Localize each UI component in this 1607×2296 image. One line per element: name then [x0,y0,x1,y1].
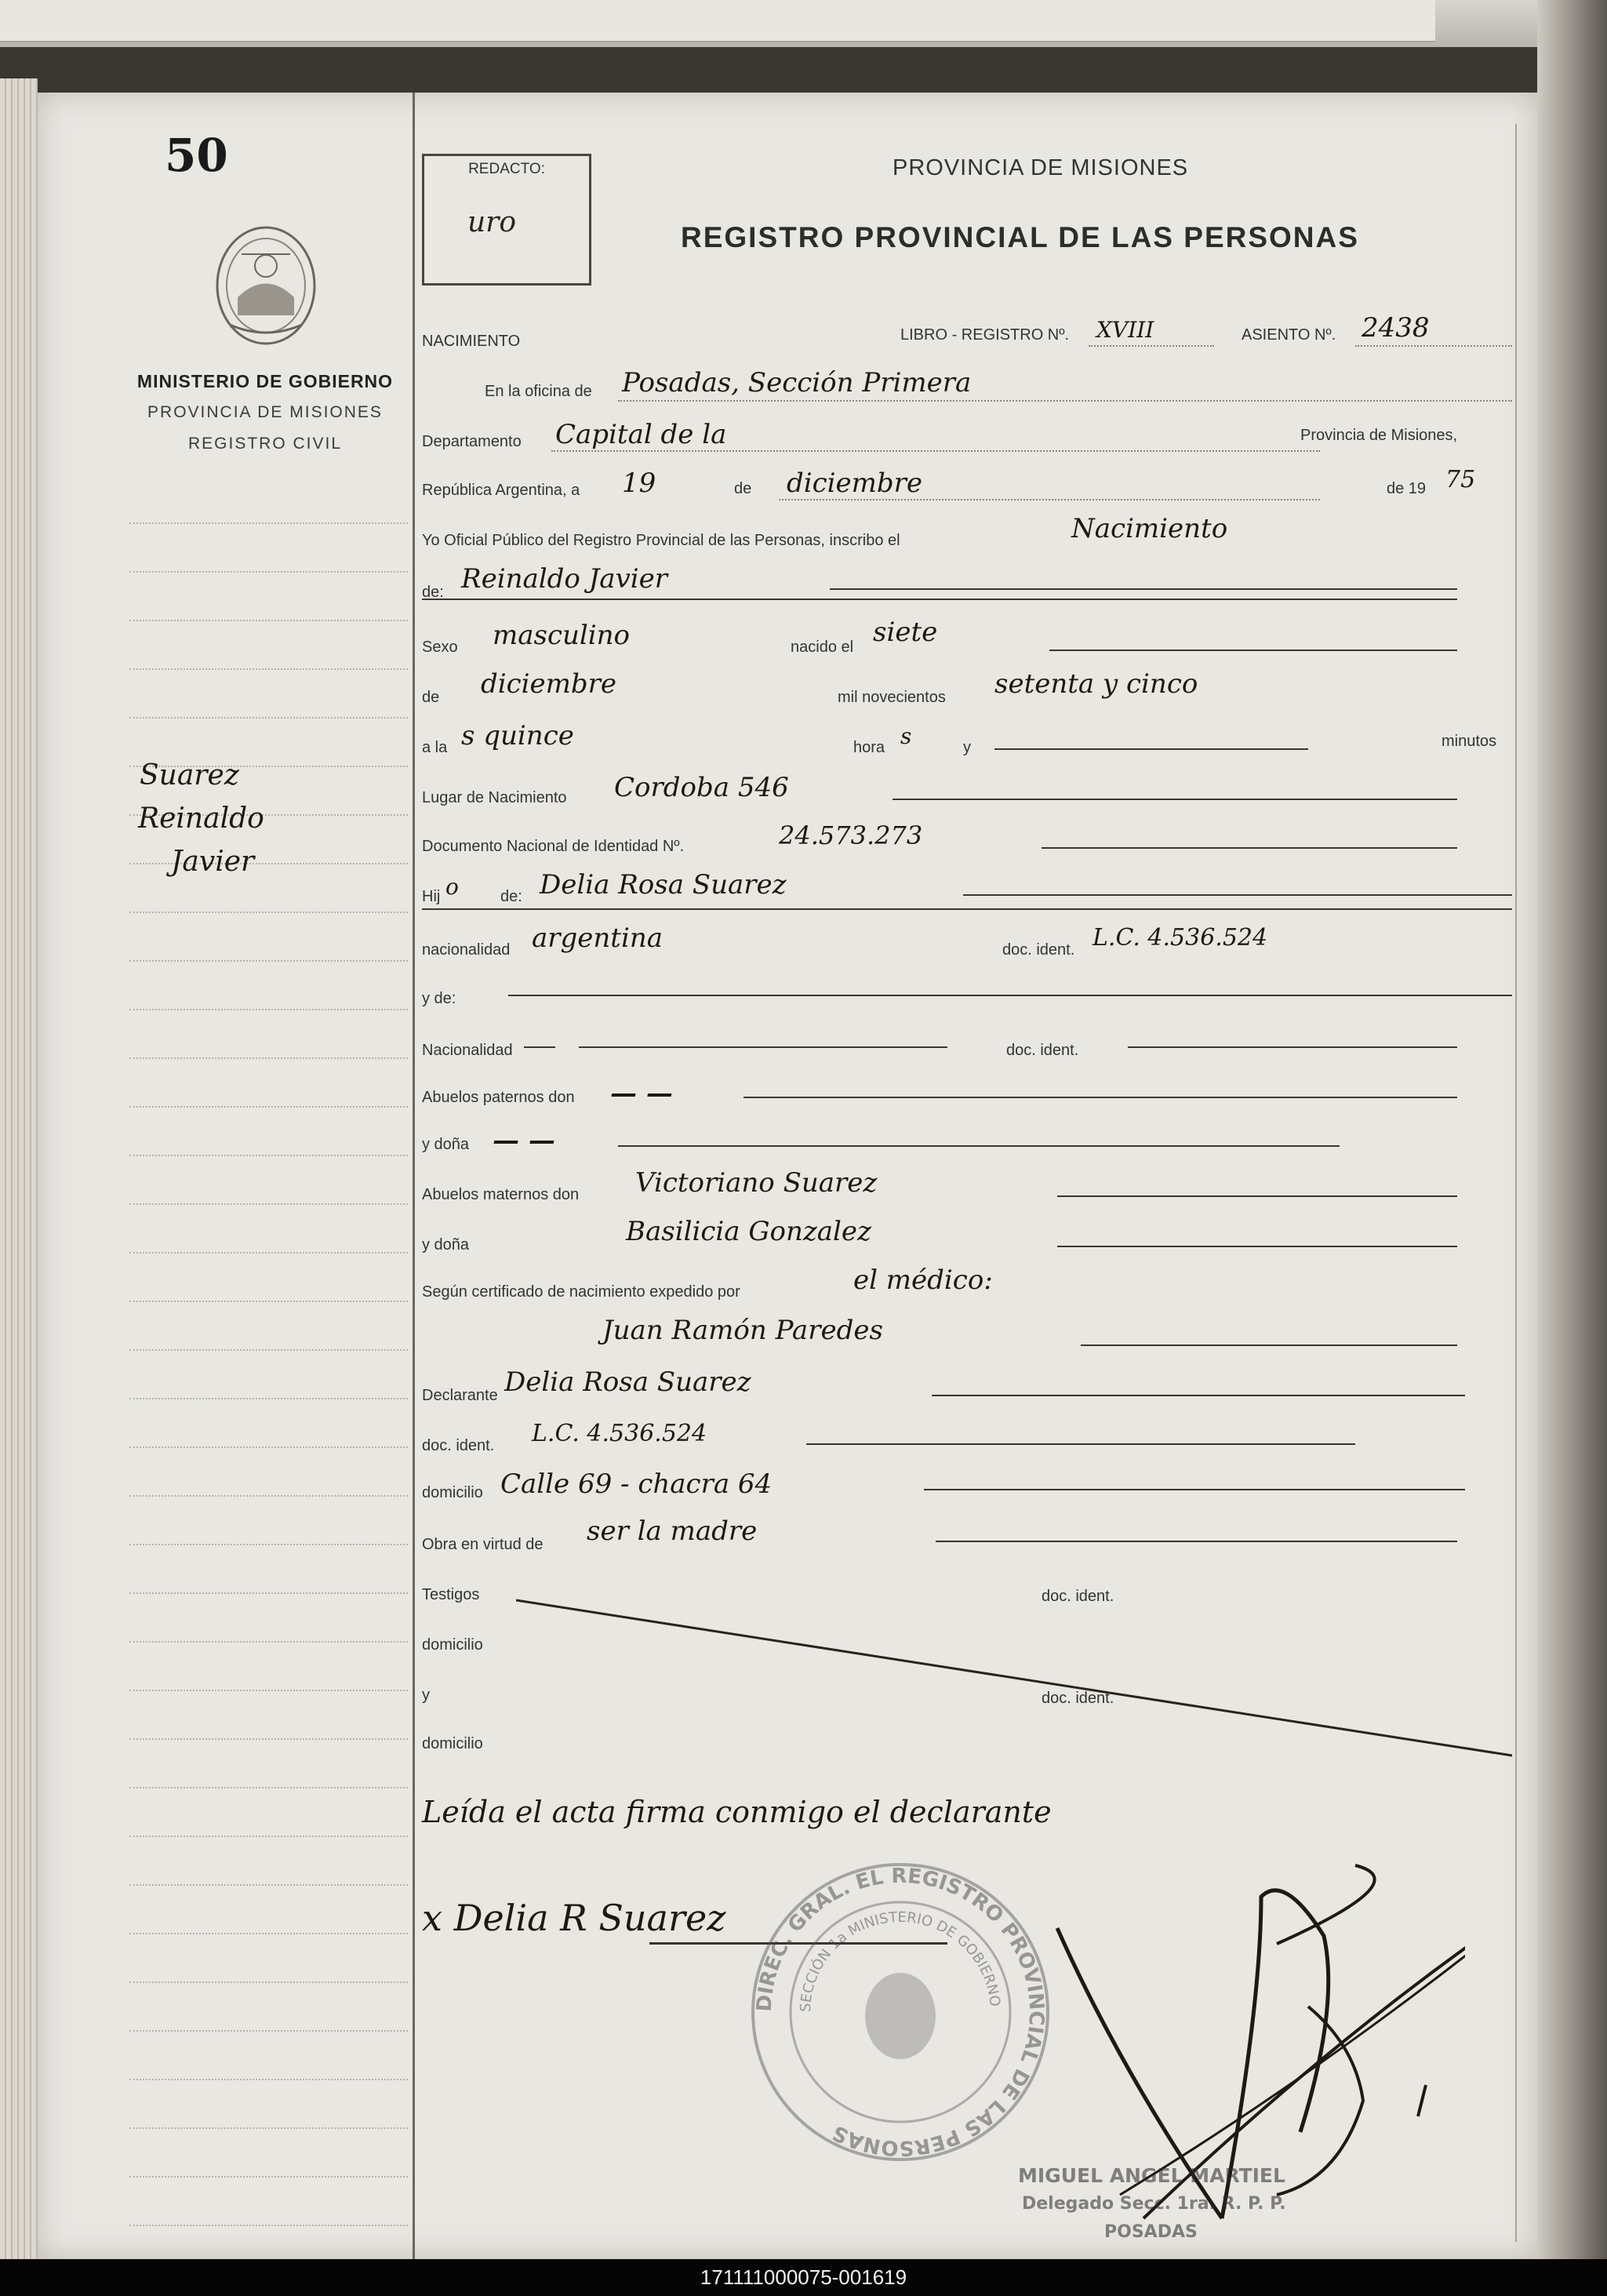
registry-page [38,93,1537,2259]
margin-firstname: Reinaldo [138,802,264,835]
margin-rule [129,1203,408,1205]
margin-rule [129,2225,408,2226]
segun-value: el médico: [853,1264,993,1296]
delegate-city: POSADAS [1104,2222,1198,2242]
margin-rule [129,1349,408,1351]
margin-rule [129,2079,408,2080]
registry-title: REGISTRO PROVINCIAL DE LAS PERSONAS [681,221,1359,253]
nacido-label: nacido el [791,639,854,656]
declarante-label: Declarante [422,1387,498,1404]
province-line: PROVINCIA DE MISIONES [147,403,383,421]
sexo-value: masculino [493,620,631,651]
margin-rule [129,1981,408,1983]
margin-rule [129,1301,408,1302]
margin-rule [129,1836,408,1837]
margin-rule [129,1009,408,1010]
provincial-seal-icon [210,223,322,348]
docident-label: doc. ident. [1002,941,1075,959]
obra-value: ser la madre [587,1516,758,1547]
margin-surname: Suarez [140,759,239,791]
oficial-label: Yo Oficial Público del Registro Provincial de las Personas, inscribo el [422,532,900,549]
domicilio-label: domicilio [422,1484,483,1501]
docident3-label: doc. ident. [422,1437,495,1454]
nacionalidad-value: argentina [532,922,664,954]
ab-pat-value: — — [610,1078,673,1109]
docident3-value: L.C. 4.536.524 [532,1420,707,1447]
sexo-label: Sexo [422,639,458,656]
margin-rule [129,2127,408,2129]
margin-rule [129,1690,408,1691]
docident-value: L.C. 4.536.524 [1093,924,1268,952]
nacionalidad-label: nacionalidad [422,941,511,959]
margin-rule [129,522,408,524]
margin-rule [129,571,408,573]
ab-mat-value: Victoriano Suarez [635,1167,878,1199]
ydona2-value: Basilicia Gonzalez [626,1216,871,1247]
redacto-label: REDACTO: [468,161,545,177]
ydona-value: — — [493,1125,555,1156]
oficina-label: En la oficina de [485,383,592,400]
previous-page-edge [0,0,1435,42]
margin-rule [129,1933,408,1934]
redacto-value: uro [467,206,517,238]
registry-stamp [747,1859,1053,2165]
nacido-value: siete [873,617,938,648]
docident4-label: doc. ident. [1042,1588,1114,1605]
margin-rule [129,960,408,962]
province-title: PROVINCIA DE MISIONES [893,155,1189,180]
ydona-label: y doña [422,1136,470,1153]
de2-label: de: [422,584,444,601]
domicilio2-label: domicilio [422,1636,483,1654]
margin-rule [129,2030,408,2032]
minutos-label: minutos [1442,733,1497,750]
margin-rule [129,1057,408,1059]
margin-rule [129,1738,408,1740]
page-number: 50 [165,129,228,182]
margin-rule [129,1398,408,1399]
margin-rule [129,1641,408,1643]
nacionalidad2-label: Nacionalidad [422,1042,513,1059]
dni-label: Documento Nacional de Identidad Nº. [422,838,685,855]
dni-value: 24.573.273 [779,821,923,850]
witness-cross-line [516,1599,1520,1771]
mes2-value: diciembre [481,668,617,700]
margin-rule [129,1884,408,1886]
stamp-outer-text: DIREC. GRAL. EL REGISTRO PROVINCIAL DE LAS PERSONAS [752,1864,1049,2160]
margin-rule [129,1495,408,1497]
libro-value: XVIII [1096,317,1154,343]
margin-rule [129,1252,408,1254]
nombre-value: Reinaldo Javier [461,563,668,595]
alas-value: s quince [461,720,574,751]
madre-value: Delia Rosa Suarez [540,869,787,901]
domicilio-value: Calle 69 - chacra 64 [500,1468,773,1500]
docident5-label: doc. ident. [1042,1690,1114,1707]
margin-rule [129,1592,408,1594]
medico-value: Juan Ramón Paredes [602,1315,883,1346]
lugar-value: Cordoba 546 [614,772,789,803]
docident2-label: doc. ident. [1006,1042,1079,1059]
hijo-de-label: de: [500,888,522,905]
margin-rule [129,1544,408,1545]
book-right-edge [1537,0,1607,2259]
milnov-value: setenta y cinco [994,668,1198,700]
declarante-value: Delia Rosa Suarez [504,1366,751,1398]
margin-rule [129,668,408,670]
leida-text: Leída el acta firma conmigo el declarante [422,1795,1052,1829]
oficial-value: Nacimiento [1071,513,1228,544]
redacto-box [422,154,591,286]
asiento-label: ASIENTO Nº. [1242,326,1336,344]
asiento-value: 2438 [1362,312,1430,344]
book-spine-pages [0,78,38,2259]
milnov-label: mil novecientos [838,689,946,706]
ministry-heading [116,366,414,460]
dia-value: 19 [622,468,656,499]
margin-rule [129,1106,408,1108]
alas-label: a la [422,739,448,756]
margin-rule [129,911,408,913]
ab-mat-label: Abuelos maternos don [422,1186,580,1203]
segun-label: Según certificado de nacimiento expedido por [422,1283,740,1301]
hijo-label: Hij [422,888,441,905]
provincia-label: Provincia de Misiones, [1300,427,1458,444]
yde-label: y de: [422,990,456,1007]
anio-value: 75 [1445,466,1476,493]
margin-rule [129,1155,408,1156]
delegate-name: MIGUEL ANGEL MARTIEL [1018,2164,1285,2187]
margin-rule [129,1446,408,1448]
stamp-inner-text: SECCIÓN 1a MINISTERIO DE GOBIERNO [797,1908,1003,2013]
registry-line: REGISTRO CIVIL [187,435,343,453]
oficina-value: Posadas, Sección Primera [622,367,972,398]
margin-middlename: Javier [171,846,255,878]
right-border [1515,124,1517,2242]
ab-pat-label: Abuelos paternos don [422,1089,575,1106]
section-label: NACIMIENTO [422,333,521,350]
hijo-value: o [445,874,459,900]
margin-rule [129,717,408,719]
margin-rule [129,2176,408,2178]
anio-label: de 19 [1387,480,1427,497]
y2-label: y [422,1687,430,1704]
departamento-label: Departamento [422,433,522,450]
delegate-title: Delegado Secc. 1ra. R. P. P. [1022,2194,1286,2214]
de-label: de [734,480,752,497]
horas-label: hora [853,739,885,756]
republica-label: República Argentina, a [422,482,580,499]
horas-value: s [900,723,912,749]
mes-value: diciembre [787,468,923,499]
testigos-label: Testigos [422,1586,480,1603]
de3-label: de [422,689,440,706]
margin-rule [129,1787,408,1788]
image-id-strip [0,2259,1607,2296]
obra-label: Obra en virtud de [422,1536,544,1553]
declarant-signature: x Delia R Suarez [422,1897,726,1939]
ydona2-label: y doña [422,1236,470,1254]
image-id: 171111000075-001619 [700,2265,907,2289]
lugar-label: Lugar de Nacimiento [422,789,567,806]
y-label: y [963,739,971,756]
margin-rule [129,620,408,621]
libro-label: LIBRO - REGISTRO Nº. [900,326,1070,344]
domicilio3-label: domicilio [422,1735,483,1752]
ministry-line: MINISTERIO DE GOBIERNO [136,371,394,391]
departamento-value: Capital de la [555,419,727,450]
